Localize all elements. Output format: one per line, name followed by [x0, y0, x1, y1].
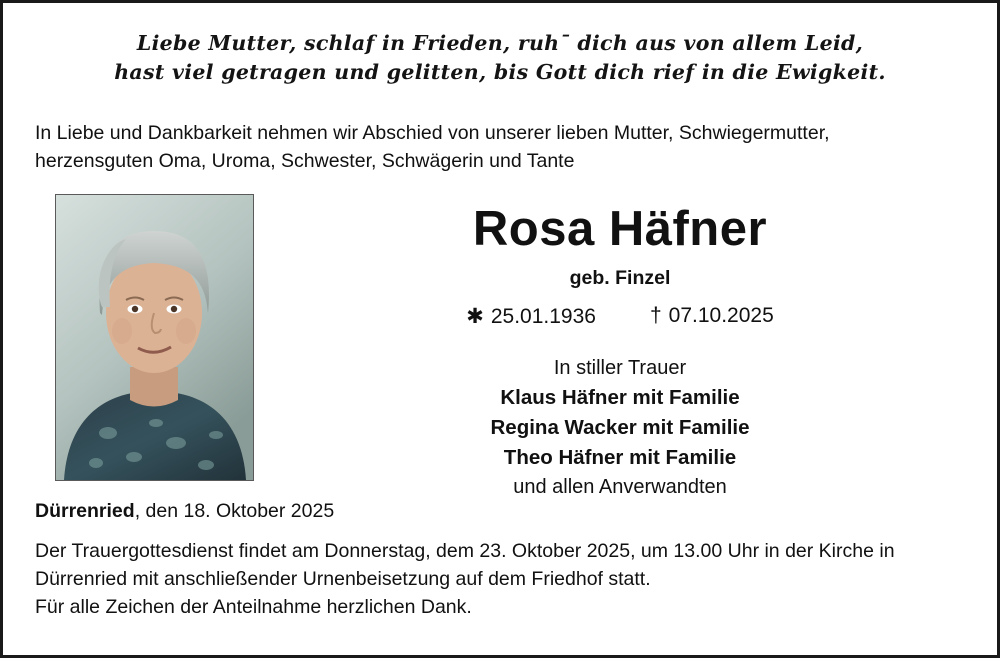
- verse-line-1: Liebe Mutter, schlaf in Frieden, ruhˉ dich aus von allem Leid,: [136, 31, 864, 55]
- intro-line-1: In Liebe und Dankbarkeit nehmen wir Abschied von unserer lieben Mutter, Schwiegermutter,: [35, 122, 830, 145]
- death-date: [650, 304, 774, 329]
- birth-date-value: 25.01.1936: [490, 305, 596, 329]
- memorial-verse: [3, 3, 997, 87]
- intro-line-2: herzensguten Oma, Uroma, Schwester, Schwägerin und Tante: [35, 149, 575, 172]
- birth-date: [466, 304, 596, 329]
- mourner-name: Klaus Häfner mit Familie: [500, 386, 740, 410]
- introduction-text: [35, 120, 997, 175]
- funeral-service-info: [35, 537, 965, 594]
- mourner-name: Regina Wacker mit Familie: [490, 416, 750, 440]
- thanks-note: Für alle Zeichen der Anteilnahme herzlichen Dank.: [35, 596, 472, 619]
- portrait-photo: [55, 194, 254, 481]
- main-content-area: [3, 194, 997, 499]
- deceased-name: Rosa Häfner: [472, 201, 768, 256]
- life-dates: [265, 304, 975, 329]
- place-name: Dürrenried: [35, 499, 135, 522]
- verse-line-2: hast viel getragen und gelitten, bis Gott dich rief in die Ewigkeit.: [114, 60, 886, 85]
- birth-star-icon: ✱: [466, 305, 484, 329]
- deceased-details: [265, 194, 975, 499]
- place-and-date: [35, 500, 997, 523]
- mourner-relatives: und allen Anverwandten: [513, 476, 727, 499]
- mourner-name: Theo Häfner mit Familie: [503, 446, 737, 470]
- death-date-value: 07.10.2025: [668, 304, 774, 328]
- mourning-label: In stiller Trauer: [553, 357, 687, 380]
- notice-date: , den 18. Oktober 2025: [134, 499, 335, 522]
- service-line-1: Der Trauergottesdienst findet am Donnerstag, dem 23. Oktober 2025, um 13.00 Uhr in der Kirche in: [35, 539, 895, 562]
- service-line-2: Dürrenried mit anschließender Urnenbeisetzung auf dem Friedhof statt.: [35, 567, 651, 590]
- cross-icon: †: [649, 304, 662, 328]
- maiden-name: geb. Finzel: [569, 267, 671, 290]
